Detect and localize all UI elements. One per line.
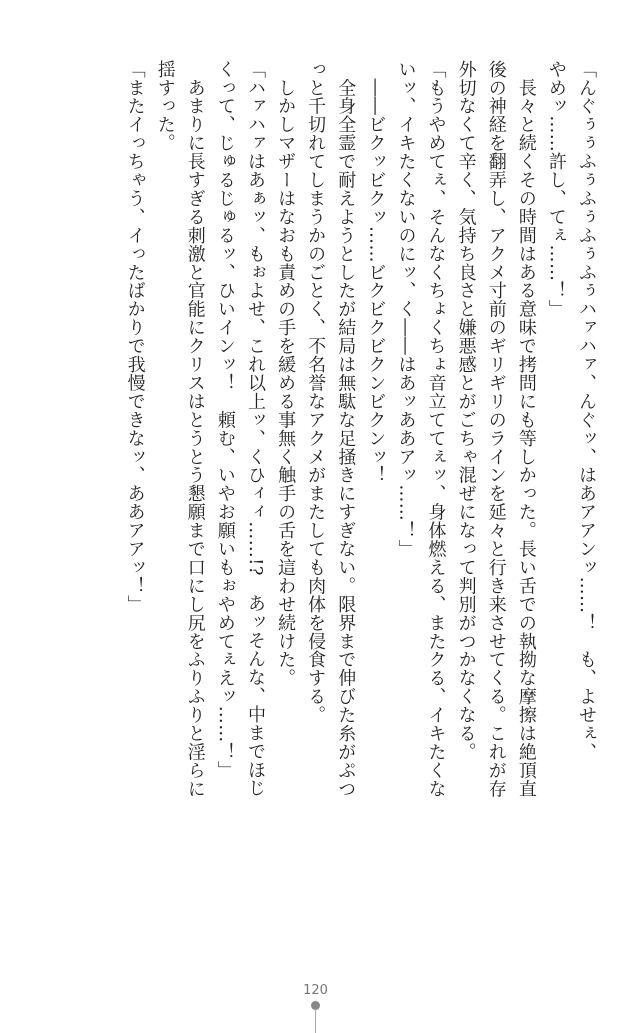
text-line: 外切なくて辛く、気持ち良さと嫌悪感とがごちゃ混ぜになって判別がつかなくなる。 — [455, 60, 477, 762]
text-line: 後の神経を翻弄し、アクメ寸前のギリギリのラインを延々と行き来させてくる。これが存 — [485, 60, 507, 798]
text-line: ――ビクッビクッ……ビクビクビクンビクンッ！ — [365, 60, 387, 485]
page-marker-line — [315, 1009, 316, 1033]
page-number: 120 — [303, 983, 328, 998]
body-text — [120, 60, 602, 960]
text-line: やめッ……許し、てぇ……！」 — [545, 60, 567, 319]
text-line: しかしマザーはなおも責めの手を緩める事無く触手の舌を這わせ続けた。 — [275, 60, 297, 688]
text-line: くって、じゅるじゅるッ、ひいインッ！ 頼む、いやお願いもぉやめてぇえッ……！」 — [214, 60, 236, 780]
text-line: いッ、イキたくないのにッ、く――はあッああアッ……！」 — [395, 60, 417, 559]
text-line: あまりに長すぎる刺激と官能にクリスはとうとう懇願まで口にし尻をふりふりと淫らに — [184, 60, 206, 798]
text-line: っと千切れてしまうかのごとく、不名誉なアクメがまたしても肉体を侵食する。 — [305, 60, 327, 725]
text-line: 長々と続くその時間はある意味で拷問にも等しかった。長い舌での執拗な摩擦は絶頂直 — [515, 60, 537, 798]
text-line: 全身全霊で耐えようとしたが結局は無駄な足掻きにすぎない。限界まで伸びた糸がぷつ — [335, 60, 357, 798]
text-line: 「んぐぅぅふぅふぅふぅふぅハァハァ、んぐッ、はあアアンッ……！ も、よせぇ、 — [576, 60, 597, 762]
text-line: 「またイっちゃう、イったばかりで我慢できなッ、ああアアッ！」 — [124, 60, 146, 614]
text-line: 「ハァハァはあぁッ、もぉよせ、これ以上ッ、くひィィ……!? あッそんな、中までほじ — [244, 60, 266, 798]
text-line: 「もうやめてぇ、そんなくちょくちょ音立ててぇッ、身体燃える、またクる、イキたくな — [425, 60, 447, 798]
text-line: 揺すった。 — [154, 60, 176, 153]
